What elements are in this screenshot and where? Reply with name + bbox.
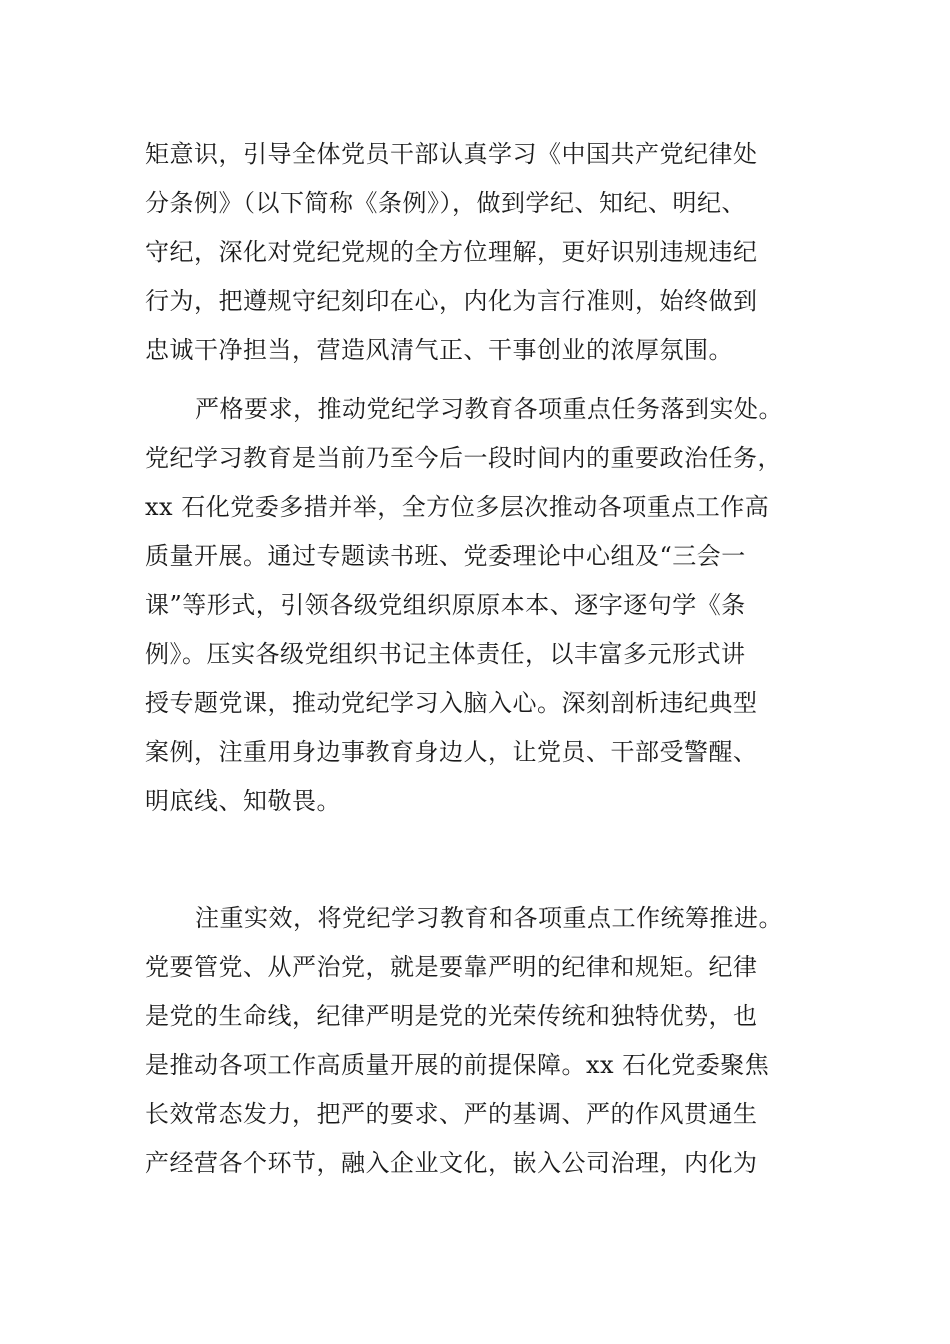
text-line: 行为，把遵规守纪刻印在心，内化为言行准则，始终做到	[145, 287, 758, 315]
text-line: 产经营各个环节，融入企业文化，嵌入公司治理，内化为	[145, 1149, 758, 1177]
text-line: 是党的生命线，纪律严明是党的光荣传统和独特优势，也	[145, 1002, 758, 1030]
text-line-first-indented: 注重实效，将党纪学习教育和各项重点工作统筹推进。	[195, 904, 783, 932]
text-line: 分条例》（以下简称《条例》），做到学纪、知纪、明纪、	[145, 189, 746, 217]
text-line: 课”等形式，引领各级党组织原原本本、逐字逐句学《条	[145, 591, 746, 619]
text-line: 矩意识，引导全体党员干部认真学习《中国共产党纪律处	[145, 140, 758, 168]
paragraph-1	[145, 130, 815, 375]
paragraph-2	[145, 385, 815, 826]
text-line: 党纪学习教育是当前乃至今后一段时间内的重要政治任务，	[145, 444, 782, 472]
text-line: 质量开展。通过专题读书班、党委理论中心组及“三会一	[145, 542, 746, 570]
text-line: 党要管党、从严治党，就是要靠严明的纪律和规矩。纪律	[145, 953, 758, 981]
paragraph-3	[145, 894, 815, 1188]
text-line: 是推动各项工作高质量开展的前提保障。xx 石化党委聚焦	[145, 1051, 770, 1079]
text-line: 长效常态发力，把严的要求、严的基调、严的作风贯通生	[145, 1100, 758, 1128]
text-line: 授专题党课，推动党纪学习入脑入心。深刻剖析违纪典型	[145, 689, 758, 717]
text-line: xx 石化党委多措并举，全方位多层次推动各项重点工作高	[145, 493, 770, 521]
text-line: 案例，注重用身边事教育身边人，让党员、干部受警醒、	[145, 738, 758, 766]
text-line: 守纪，深化对党纪党规的全方位理解，更好识别违规违纪	[145, 238, 758, 266]
text-line-first-indented: 严格要求，推动党纪学习教育各项重点任务落到实处。	[195, 395, 783, 423]
text-line: 忠诚干净担当，营造风清气正、干事创业的浓厚氛围。	[145, 336, 733, 364]
text-line: 明底线、知敬畏。	[145, 787, 341, 815]
text-line: 例》。压实各级党组织书记主体责任，以丰富多元形式讲	[145, 640, 746, 668]
